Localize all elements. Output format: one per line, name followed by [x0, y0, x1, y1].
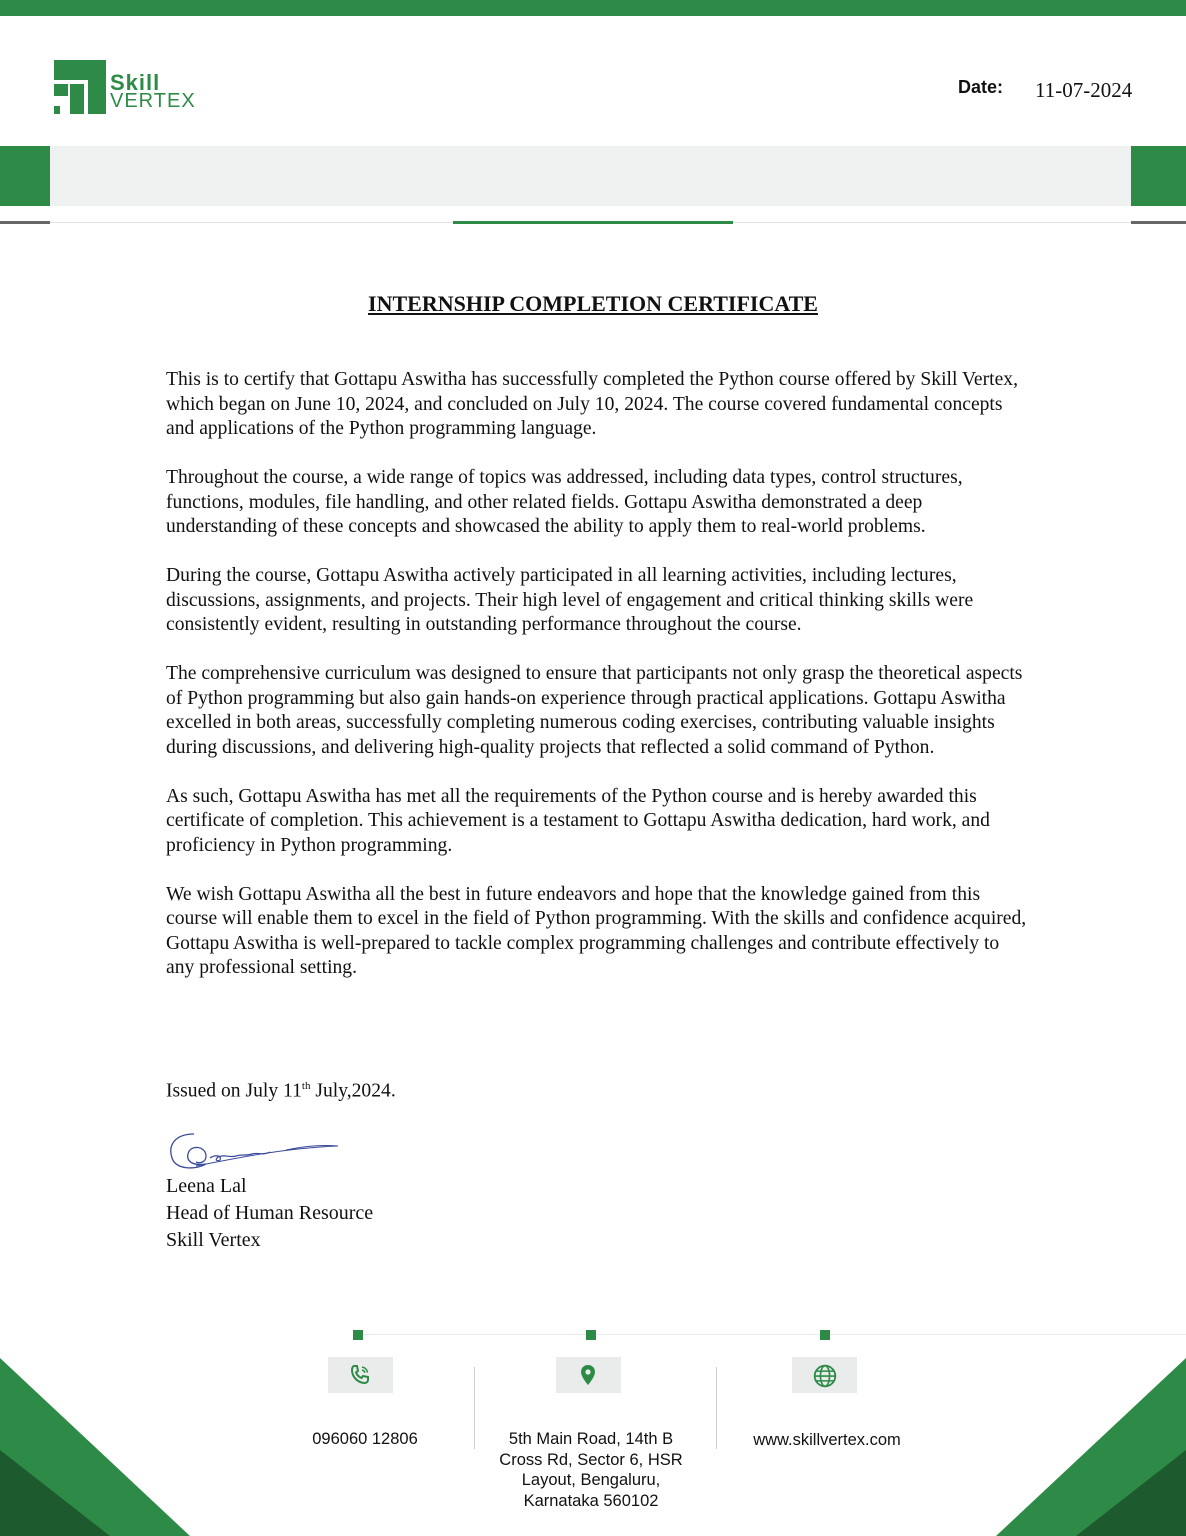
- header-rule-right: [1131, 221, 1186, 224]
- header-rule-left: [0, 221, 50, 224]
- header-band-left-accent: [0, 146, 50, 206]
- address-line: Karnataka 560102: [523, 1491, 659, 1510]
- footer-divider: [358, 1334, 1186, 1335]
- header-band-right-accent: [1131, 146, 1186, 206]
- globe-icon: [812, 1363, 838, 1389]
- logo-vertex-text: VERTEX: [110, 90, 196, 112]
- signature-image: [166, 1126, 346, 1176]
- body-paragraph: Throughout the course, a wide range of topics was addressed, including data types, control structures, functions, modules, file handling, and other related fields. Gottapu Aswitha demonstrated a deep understanding of these concepts and showcased the ability to apply them to real-world problems.: [166, 467, 963, 537]
- footer-separator: [716, 1367, 717, 1449]
- body-paragraph: During the course, Gottapu Aswitha actively participated in all learning activities, including lectures, discussions, assignments, and projects. Their high level of engagement and critical thinking skills were consistently evident, resulting in outstanding performance throughout the course.: [166, 565, 974, 635]
- logo-skill-text: Skill: [110, 70, 161, 95]
- body-paragraph: The comprehensive curriculum was designed to ensure that participants not only grasp the theoretical aspects of Python programming but also gain hands-on experience through practical applications. Gottapu Aswitha excelled in both areas, successfully completing numerous coding exercises, contributing valuable insights during discussions, and delivering high-quality projects that reflected a solid command of Python.: [166, 663, 1023, 758]
- top-green-bar: [0, 0, 1186, 16]
- date-value: 11-07-2024: [1035, 78, 1133, 102]
- issued-superscript: th: [301, 1080, 311, 1092]
- body-paragraph: This is to certify that Gottapu Aswitha has successfully completed the Python course offered by Skill Vertex, which began on June 10, 2024, and concluded on July 10, 2024. The course covered fundamental concepts and applications of the Python programming language.: [166, 369, 1018, 439]
- footer-dot: [820, 1330, 830, 1340]
- certificate-body: [166, 368, 1028, 1005]
- body-paragraph: We wish Gottapu Aswitha all the best in future endeavors and hope that the knowledge gained from this course will enable them to excel in the field of Python programming. With the skills and confidence acquired, Gottapu Aswitha is well-prepared to tackle complex programming challenges and contribute effectively to any professional setting.: [166, 883, 1027, 978]
- footer-separator: [474, 1367, 475, 1449]
- globe-icon-box: [792, 1357, 857, 1393]
- address-line: 5th Main Road, 14th B: [508, 1430, 674, 1448]
- signatory-role: Head of Human Resource: [166, 1202, 374, 1224]
- address-line: Layout, Bengaluru,: [521, 1471, 661, 1489]
- body-paragraph: As such, Gottapu Aswitha has met all the requirements of the Python course and is hereby awarded this certificate of completion. This achievement is a testament to Gottapu Aswitha dedication, hard work, and proficiency in Python programming.: [166, 785, 990, 856]
- header-rule-center: [453, 221, 733, 224]
- footer-address: [480, 1429, 702, 1511]
- header-band: [0, 146, 1186, 206]
- phone-icon-box: [328, 1357, 393, 1393]
- footer-website: www.skillvertex.com: [753, 1431, 901, 1449]
- certificate-title: INTERNSHIP COMPLETION CERTIFICATE: [368, 291, 818, 316]
- phone-icon: [348, 1363, 372, 1387]
- address-line: Cross Rd, Sector 6, HSR: [499, 1450, 683, 1469]
- footer-phone: 096060 12806: [312, 1430, 418, 1448]
- issued-prefix: Issued on July 11: [166, 1080, 302, 1102]
- signatory-name: Leena Lal: [166, 1175, 247, 1197]
- issued-date: [166, 1080, 396, 1103]
- footer-dot: [353, 1330, 363, 1340]
- location-pin-icon: [576, 1363, 600, 1387]
- location-icon-box: [556, 1357, 621, 1393]
- footer-dot: [586, 1330, 596, 1340]
- issued-suffix: July,2024.: [310, 1080, 396, 1102]
- signatory-organization: Skill Vertex: [166, 1229, 261, 1251]
- date-label: Date:: [958, 77, 1004, 97]
